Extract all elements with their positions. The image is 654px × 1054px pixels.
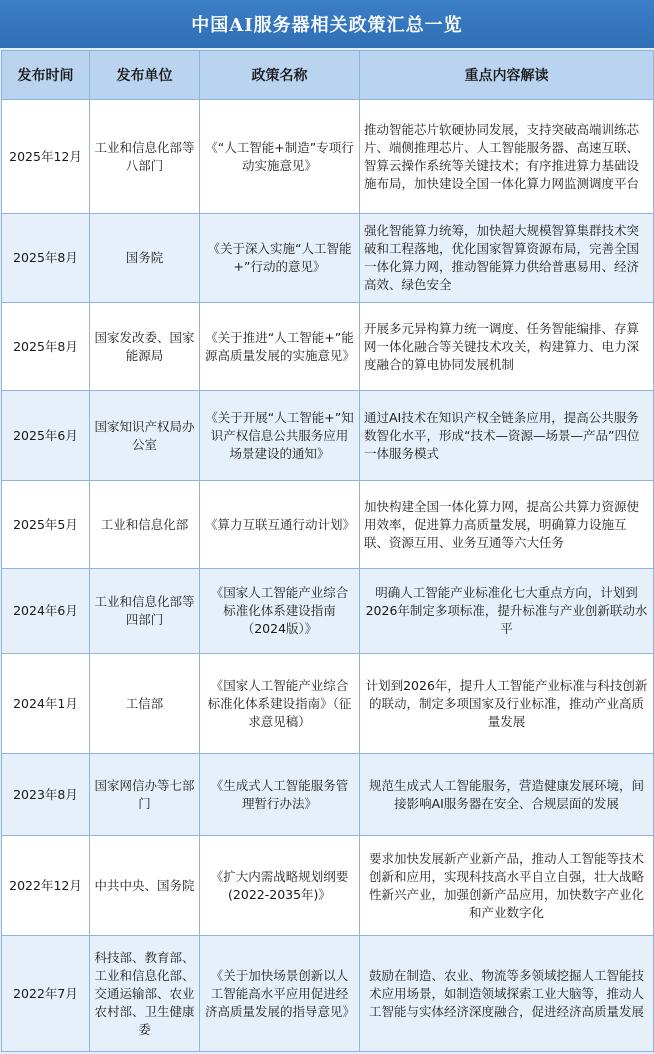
table-row	[2, 303, 654, 391]
cell-detail: 开展多元异构算力统一调度、任务智能编排、存算网一体化融合等关键技术攻关，构建算力、电力深度融合的算电协同发展机制	[360, 303, 654, 391]
cell-policy-name: 《关于推进“人工智能+”能源高质量发展的实施意见》	[200, 303, 360, 391]
cell-detail: 强化智能算力统筹，加快超大规模智算集群技术突破和工程落地，优化国家智算资源布局，完善全国一体化算力网，推动智能算力供给普惠易用、经济高效、绿色安全	[360, 214, 654, 303]
table-row	[2, 391, 654, 481]
header-name: 政策名称	[200, 51, 360, 100]
header-unit: 发布单位	[90, 51, 200, 100]
cell-policy-name: 《关于深入实施“人工智能+”行动的意见》	[200, 214, 360, 303]
cell-detail: 鼓励在制造、农业、物流等多领域挖掘人工智能技术应用场景，如制造领域探索工业大脑等，推动人工智能与实体经济深度融合，促进经济高质量发展	[360, 936, 654, 1052]
cell-detail: 计划到2026年，提升人工智能产业标准与科技创新的联动，制定多项国家及行业标准，推动产业高质量发展	[360, 654, 654, 754]
cell-detail: 推动智能芯片软硬协同发展，支持突破高端训练芯片、端侧推理芯片、人工智能服务器、高速互联、智算云操作系统等关键技术；有序推进算力基础设施布局，加快建设全国一体化算力网监测调度平台	[360, 100, 654, 214]
cell-unit: 工业和信息化部等八部门	[90, 100, 200, 214]
table-row	[2, 481, 654, 569]
table-row	[2, 936, 654, 1052]
cell-date: 2023年8月	[2, 754, 90, 836]
policy-table	[1, 50, 654, 1052]
cell-unit: 科技部、教育部、工业和信息化部、交通运输部、农业农村部、卫生健康委	[90, 936, 200, 1052]
cell-unit: 国家网信办等七部门	[90, 754, 200, 836]
cell-date: 2022年7月	[2, 936, 90, 1052]
table-row	[2, 569, 654, 654]
table-row	[2, 214, 654, 303]
header-date: 发布时间	[2, 51, 90, 100]
header-detail: 重点内容解读	[360, 51, 654, 100]
cell-date: 2025年12月	[2, 100, 90, 214]
cell-policy-name: 《扩大内需战略规划纲要(2022-2035年)》	[200, 836, 360, 936]
cell-detail: 加快构建全国一体化算力网，提高公共算力资源使用效率，促进算力高质量发展，明确算力设施互联、资源互用、业务互通等六大任务	[360, 481, 654, 569]
title-bar	[0, 0, 654, 48]
page-title: 中国AI服务器相关政策汇总一览	[191, 15, 463, 36]
cell-detail: 规范生成式人工智能服务，营造健康发展环境，间接影响AI服务器在安全、合规层面的发展	[360, 754, 654, 836]
cell-date: 2025年8月	[2, 214, 90, 303]
cell-detail: 明确人工智能产业标准化七大重点方向，计划到2026年制定多项标准，提升标准与产业创新联动水平	[360, 569, 654, 654]
cell-date: 2025年8月	[2, 303, 90, 391]
cell-unit: 国家发改委、国家能源局	[90, 303, 200, 391]
cell-policy-name: 《关于加快场景创新以人工智能高水平应用促进经济高质量发展的指导意见》	[200, 936, 360, 1052]
table-row	[2, 754, 654, 836]
cell-date: 2025年5月	[2, 481, 90, 569]
cell-unit: 工业和信息化部	[90, 481, 200, 569]
cell-detail: 要求加快发展新产业新产品，推动人工智能等技术创新和应用，实现科技高水平自立自强，壮大战略性新兴产业，加强创新产品应用，加快数字产业化和产业数字化	[360, 836, 654, 936]
cell-unit: 国务院	[90, 214, 200, 303]
table-row	[2, 654, 654, 754]
table-header-row	[2, 51, 654, 100]
cell-policy-name: 《“人工智能+制造”专项行动实施意见》	[200, 100, 360, 214]
cell-policy-name: 《关于开展“人工智能+”知识产权信息公共服务应用场景建设的通知》	[200, 391, 360, 481]
cell-unit: 中共中央、国务院	[90, 836, 200, 936]
cell-policy-name: 《生成式人工智能服务管理暂行办法》	[200, 754, 360, 836]
table-row	[2, 836, 654, 936]
cell-policy-name: 《算力互联互通行动计划》	[200, 481, 360, 569]
table-row	[2, 100, 654, 214]
cell-unit: 国家知识产权局办公室	[90, 391, 200, 481]
cell-unit: 工信部	[90, 654, 200, 754]
cell-unit: 工业和信息化部等四部门	[90, 569, 200, 654]
cell-date: 2022年12月	[2, 836, 90, 936]
cell-policy-name: 《国家人工智能产业综合标准化体系建设指南（2024版）》	[200, 569, 360, 654]
cell-date: 2024年1月	[2, 654, 90, 754]
cell-detail: 通过AI技术在知识产权全链条应用，提高公共服务数智化水平，形成“技术—资源—场景—产品”四位一体服务模式	[360, 391, 654, 481]
cell-date: 2025年6月	[2, 391, 90, 481]
cell-date: 2024年6月	[2, 569, 90, 654]
cell-policy-name: 《国家人工智能产业综合标准化体系建设指南》（征求意见稿）	[200, 654, 360, 754]
